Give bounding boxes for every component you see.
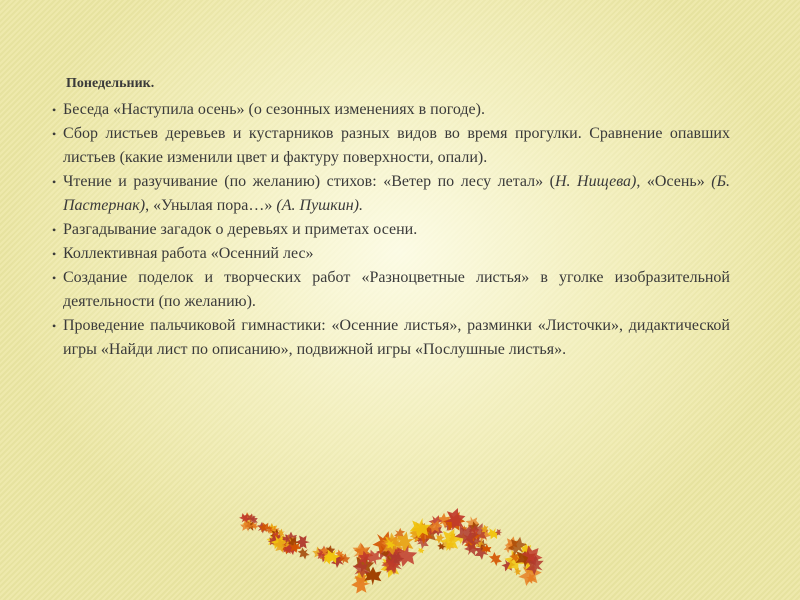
item-text: Проведение пальчиковой гимнастики: «Осенние листья», разминки «Листочки», дидактической игры «Найди лист по описанию», подвижной игры «Послушные листья». <box>63 317 730 358</box>
item-text-part: , «Унылая пора…» <box>145 197 277 214</box>
bullet: • <box>52 175 57 189</box>
list-item <box>52 98 730 122</box>
item-text-part: , «Осень» <box>636 173 712 190</box>
bullet: • <box>52 103 57 117</box>
list-item <box>52 218 730 242</box>
list-item <box>52 122 730 170</box>
leaf <box>417 546 425 555</box>
item-text-part: Чтение и разучивание (по желанию) стихов: «Ветер по лесу летал» ( <box>63 173 555 190</box>
activity-list <box>52 98 730 362</box>
leaf <box>486 550 504 568</box>
list-item <box>52 314 730 362</box>
item-text: Коллективная работа «Осенний лес» <box>63 245 314 262</box>
item-text: Сбор листьев деревьев и кустарников разных видов во время прогулки. Сравнение опавших листьев (какие изменили цвет и фактуру поверхности, опали). <box>63 125 730 166</box>
day-heading: Понедельник. <box>66 76 155 91</box>
bullet: • <box>52 223 57 237</box>
author-italic: (А. Пушкин). <box>276 197 363 214</box>
list-item <box>52 266 730 314</box>
list-item <box>52 242 730 266</box>
item-text: Разгадывание загадок о деревьях и приметах осени. <box>63 221 418 238</box>
author-italic: Н. Нищева) <box>554 173 637 190</box>
item-text: Беседа «Наступила осень» (о сезонных изменениях в погоде). <box>63 101 485 118</box>
bullet: • <box>52 271 57 285</box>
autumn-leaves-decoration <box>230 498 560 600</box>
bullet: • <box>52 319 57 333</box>
author-italic: (Б. Пастернак) <box>63 173 730 214</box>
item-text: Создание поделок и творческих работ «Разноцветные листья» в уголке изобразительной деятельности (по желанию). <box>63 269 730 310</box>
bullet: • <box>52 127 57 141</box>
list-item <box>52 170 730 218</box>
bullet: • <box>52 247 57 261</box>
slide-content <box>52 72 730 362</box>
